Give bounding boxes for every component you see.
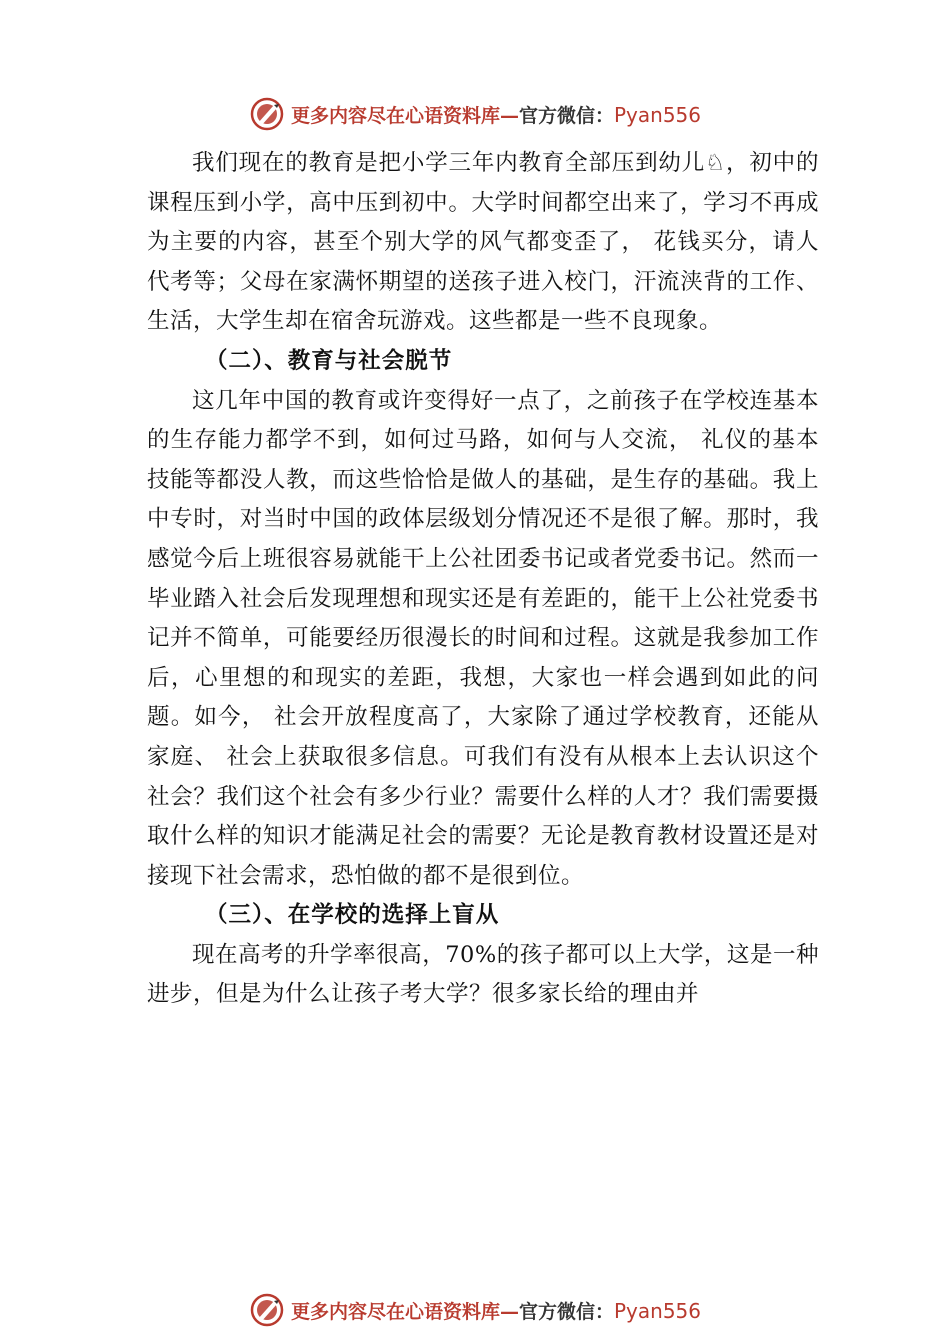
footer-banner-handle: Pyan556 xyxy=(614,1298,702,1323)
pen-seal-icon xyxy=(249,1292,285,1328)
header-banner-main: 更多内容尽在心语资料库 xyxy=(290,104,500,127)
pen-seal-icon xyxy=(249,96,285,132)
header-banner-text xyxy=(291,101,701,128)
section-heading-2: （二）、教育与社会脱节 xyxy=(205,347,453,374)
header-banner xyxy=(0,94,950,134)
footer-banner-main: 更多内容尽在心语资料库 xyxy=(290,1300,500,1323)
section-heading-3: （三）、在学校的选择上盲从 xyxy=(205,902,500,929)
footer-banner-text xyxy=(291,1297,701,1324)
header-banner-official: 官方微信： xyxy=(518,104,614,127)
footer-banner-sep: — xyxy=(499,1300,519,1323)
paragraph-2: 这几年中国的教育或许变得好一点了，之前孩子在学校连基本的生存能力都学不到，如何过马路，如何与人交流， 礼仪的基本技能等都没人教，而这些恰恰是做人的基础，是生存的基础。我上中专时，对当时中国的政体层级划分情况还不是很了解。那时，我感觉今后上班很容易就能干上公社团委书记或者党委书记。然而一毕业踏入社会后发现理想和现实还是有差距的，能干上公社党委书记并不简单，可能要经历很漫长的时间和过程。这就是我参加工作后，心里想的和现实的差距，我想，大家也一样会遇到如此的问题。如今， 社会开放程度高了，大家除了通过学校教育，还能从家庭、 社会上获取很多信息。可我们有没有从根本上去认识这个社会？我们这个社会有多少行业？需要什么样的人才？我们需要摄取什么样的知识才能满足社会的需要？无论是教育教材设置还是对接现下社会需求，恐怕做的都不是很到位。 xyxy=(147,387,819,889)
header-banner-handle: Pyan556 xyxy=(614,102,702,127)
header-banner-sep: — xyxy=(499,104,519,127)
document-body xyxy=(147,144,819,1015)
paragraph-1: 我们现在的教育是把小学三年内教育全部压到幼儿♘，初中的课程压到小学，高中压到初中。大学时间都空出来了，学习不再成为主要的内容，甚至个别大学的风气都变歪了， 花钱买分，请人代考等；父母在家满怀期望的送孩子进入校门，汗流浃背的工作、生活，大学生却在宿舍玩游戏。这些都是一些不良现象。 xyxy=(147,150,819,335)
paragraph-3: 现在高考的升学率很高，70%的孩子都可以上大学，这是一种进步，但是为什么让孩子考大学？很多家长给的理由并 xyxy=(147,941,819,1008)
footer-banner-official: 官方微信： xyxy=(518,1300,614,1323)
footer-banner xyxy=(0,1290,950,1330)
